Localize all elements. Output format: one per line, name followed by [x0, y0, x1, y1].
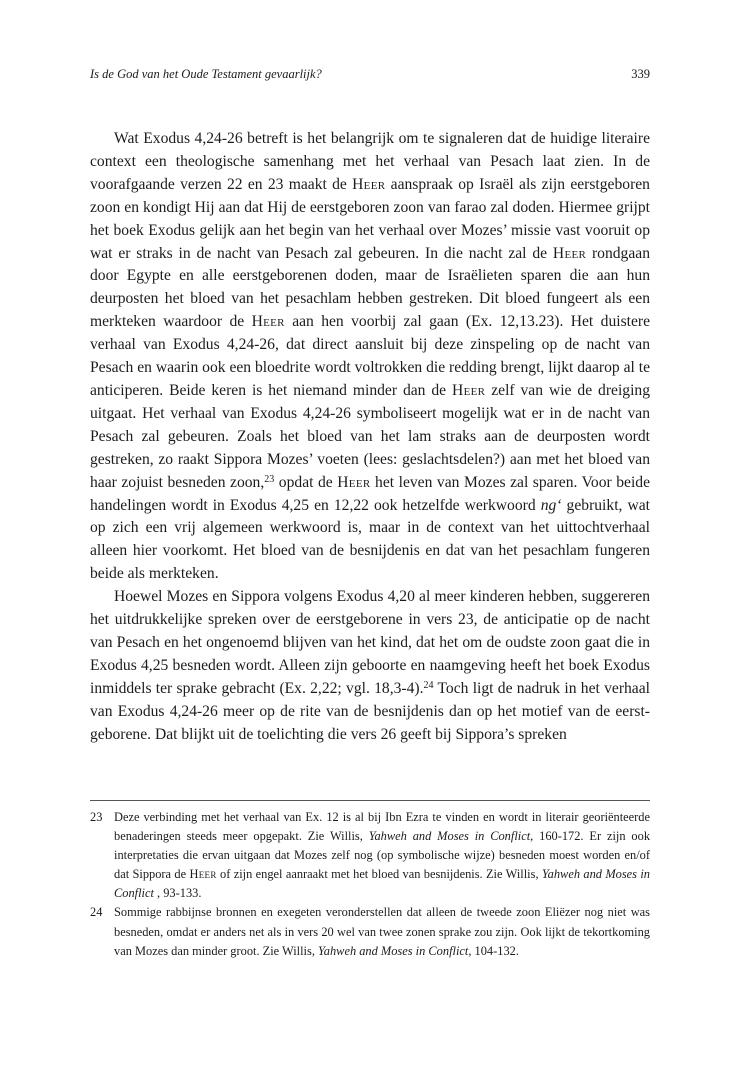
- small-caps-heer: Heer: [337, 473, 371, 491]
- hebrew-verb: ng‘: [540, 496, 562, 514]
- text-run: gebruikt, wat op zich een vrij algemeen werkwoord is, maar in de context van het uittochtverhaal alleen hier voorkomt. Het bloed van de besnijdenis en dat van het pesachlam fungeren beide als merkteken.: [90, 496, 650, 583]
- running-head-title: Is de God van het Oude Testament gevaarlijk?: [90, 67, 322, 81]
- footnotes: [90, 808, 650, 961]
- footnote-ref-23[interactable]: 23: [264, 473, 275, 485]
- footnote-ref-24[interactable]: 24: [423, 679, 434, 691]
- running-head: [90, 64, 650, 84]
- book-title: Yahweh and Moses in Conflict: [114, 867, 650, 901]
- text-run: aan hen voorbij zal gaan (Ex. 12,13.23). Het duistere verhaal van Exodus 4,24-26, dat direct aansluit bij deze zinspeling op de nacht van Pesach en waarin ook een bloedrite wordt voltrokken die redding brengt, lijkt daarop al te anticiperen. Beide keren is het niemand minder dan de: [90, 313, 651, 399]
- page-number: 339: [631, 67, 650, 81]
- footnote-number: 23: [90, 810, 103, 824]
- text-run: Hoewel Mozes en Sippora volgens Exodus 4,20 al meer kinderen hebben, suggereren het uitdrukkelijke spreken over de eerstgeborene in vers 23, de anticipatie op de nacht van Pesach en het ongenoemd blijven van het kind, dat het om de oudste zoon gaat die in Exodus 4,25 besneden wordt. Alleen zijn geboorte en naamgeving heeft het boek Exodus inmiddels ter sprake gebracht (Ex. 2,22; vgl. 18,3-4).: [90, 588, 650, 697]
- text-run: Wat Exodus 4,24-26 betreft is het belangrijk om te signaleren dat de huidige literaire context een theologische samenhang met het verhaal van Pesach laat zien. In de voorafgaande verzen 22 en 23 maakt de: [90, 130, 650, 193]
- text-run: Deze verbinding met het verhaal van Ex. 12 is al bij Ibn Ezra te vinden en wordt in literair georiënteerde benaderingen steeds meer opgepakt. Zie Willis,: [114, 810, 650, 844]
- text-run: rondgaan door Egypte en alle eerstgeborenen doden, maar de Israëlieten sparen die aan hun deurposten het bloed van het pesachlam hebben gestreken. Dit bloed fungeert als een merkteken waardoor de: [90, 244, 650, 331]
- paragraph-2: [90, 586, 650, 746]
- text-run: opdat de: [274, 473, 338, 491]
- small-caps-heer: Heer: [352, 175, 386, 193]
- small-caps-heer: Heer: [552, 244, 587, 262]
- book-title: Yahweh and Moses in Conflict: [318, 943, 469, 958]
- book-title: Yahweh and Moses in Conflict: [368, 829, 531, 844]
- small-caps-heer: Heer: [251, 313, 285, 331]
- text-run: Toch ligt de nadruk in het verhaal van Exodus 4,24-26 meer op de rite van de besnijdenis dan op het motief van de eerstgeborene. Dat blijkt uit de toelichting die vers 26 geeft bij Sippora’s spreken: [90, 679, 650, 743]
- text-run: zelf van wie de dreiging uitgaat. Het verhaal van Exodus 4,24-26 symboliseert mogelijk wat er in de nacht van Pesach zal gebeuren. Zoals het bloed van het lam straks aan de deurposten wordt gestreken, zo raakt Sippora Mozes’ voeten (lees: geslachtsdelen?) aan met het bloed van haar zojuist besneden zoon,: [90, 381, 650, 491]
- text-run: , 93-133.: [153, 886, 202, 901]
- footnote-24: [90, 903, 650, 960]
- text-run: aanspraak op Israël als zijn eerstgeboren zoon en kondigt Hij aan dat Hij de eerstgeboren zoon van farao zal doden. Hiermee grijpt het boek Exodus gelijk aan het begin van het verhaal over Mozes’ missie vast vooruit op wat er straks in de nacht van Pesach zal gebeuren. In die nacht zal de: [90, 175, 650, 262]
- text-run: het leven van Mozes zal sparen. Voor beide handelingen wordt in Exodus 4,25 en 12,22 ook hetzelfde werkwoord: [90, 473, 651, 514]
- text-run: , 104-132.: [468, 943, 519, 958]
- footnote-number: 24: [90, 905, 103, 920]
- small-caps-heer: Heer: [452, 381, 486, 399]
- paragraph-1: [90, 128, 650, 586]
- text-run: Sommige rabbijnse bronnen en exegeten veronderstellen dat alleen de tweede zoon Eliëzer nog niet was besneden, omdat er anders net als in vers 20 wel van twee zonen sprake zou zijn. Ook lijkt de tekortkoming van Mozes dan minder groot. Zie Willis,: [114, 905, 650, 958]
- footnote-23: [90, 808, 650, 903]
- body-text: [90, 128, 650, 746]
- text-run: , 160-172. Er zijn ook interpretaties die ervan uitgaan dat Mozes zelf nog (op symbolische wijze) besneden moest worden en/of dat Sippora de: [114, 829, 651, 882]
- text-run: of zijn engel aanraakt met het bloed van besnijdenis. Zie Willis,: [216, 867, 542, 882]
- footnote-separator: [90, 800, 650, 801]
- small-caps-heer: Heer: [189, 867, 217, 882]
